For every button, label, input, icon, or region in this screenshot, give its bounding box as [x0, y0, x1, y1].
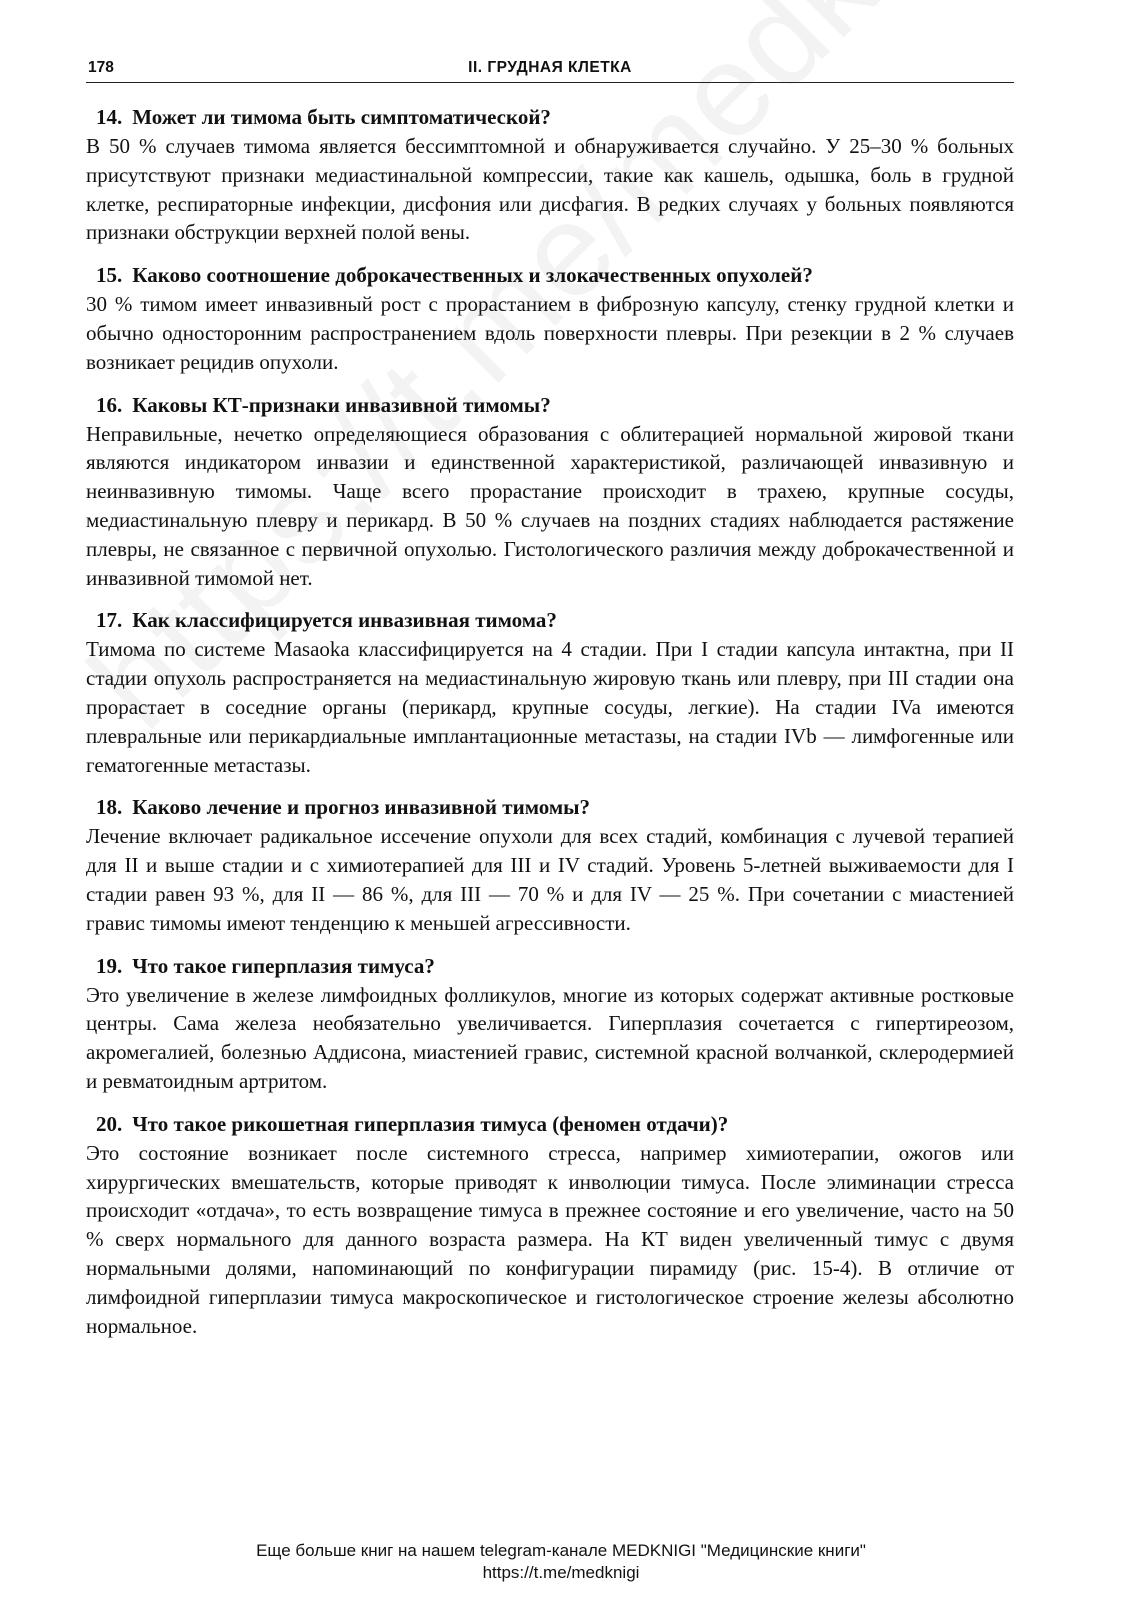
- answer-paragraph: В 50 % случаев тимома является бессимптомной и обнаруживается случайно. У 25–30 % больных присутствуют признаки медиастинальной компрессии, такие как кашель, одышка, боль в грудной клетке, респираторные инфекции, дисфония или дисфагия. В редких случаях у больных появляются признаки обструкции верхней полой вены.: [86, 134, 1014, 245]
- page-body: [86, 103, 1014, 1354]
- answer-paragraph: Это состояние возникает после системного стресса, например химиотерапии, ожогов или хирургических вмешательств, которые приводят к инволюции тимуса. После элиминации стресса происходит «отдача», то есть возвращение тимуса в прежнее состояние и его увеличение, часто на 50 % сверх нормального для данного возраста размера. На КТ виден увеличенный тимус с двумя нормальными долями, напоминающий по конфигурации пирамиду (рис. 15-4). В отличие от лимфоидной гиперплазии тимуса макроскопическое и гистологическое строение железы абсолютно нормальное.: [86, 1140, 1014, 1338]
- question-number: 18.: [96, 795, 123, 820]
- question-text: Что такое гиперплазия тимуса?: [132, 953, 435, 978]
- question-number: 19.: [96, 953, 123, 978]
- qa-item-15: [86, 261, 1014, 376]
- page-number: 178: [88, 59, 114, 76]
- question-heading: [86, 793, 1014, 822]
- question-heading: [86, 952, 1014, 981]
- question-heading: [86, 261, 1014, 290]
- question-text: Каковы КТ-признаки инвазивной тимомы?: [132, 392, 551, 417]
- question-text: Каково соотношение доброкачественных и злокачественных опухолей?: [132, 263, 813, 288]
- footer-link[interactable]: https://t.me/medknigi: [482, 1563, 640, 1582]
- question-text: Каково лечение и прогноз инвазивной тимомы?: [132, 795, 591, 820]
- question-heading: [86, 103, 1014, 132]
- question-number: 17.: [96, 608, 123, 633]
- question-heading: [86, 1110, 1014, 1139]
- section-title: II. ГРУДНАЯ КЛЕТКА: [468, 59, 632, 76]
- answer-paragraph: Это увеличение в железе лимфоидных фолликулов, многие из которых содержат активные ростковые центры. Сама железа необязательно увеличивается. Гиперплазия сочетается с гипертиреозом, акромегалией, болезнью Аддисона, миастенией гравис, системной красной волчанкой, склеродермией и ревматоидным артритом.: [86, 982, 1014, 1093]
- question-text: Может ли тимома быть симптоматической?: [132, 105, 551, 129]
- question-number: 16.: [96, 392, 123, 417]
- question-number: 15.: [96, 263, 123, 288]
- answer-paragraph: Неправильные, нечетко определяющиеся образования с облитерацией нормальной жировой ткани являются индикатором инвазии и единственной характеристикой, различающей инвазивную и неинвазивную тимомы. Чаще всего прорастание происходит в трахею, крупные сосуды, медиастинальную плевру и перикард. В 50 % случаев на поздних стадиях наблюдается растяжение плевры, не связанное с первичной опухолью. Гистологического различия между доброкачественной и инвазивной тимомой нет.: [86, 421, 1014, 590]
- footer-promo-text: Еще больше книг на нашем telegram-канале MEDKNIGI "Медицинские книги": [256, 1541, 866, 1560]
- question-heading: [86, 391, 1014, 420]
- qa-item-16: [86, 391, 1014, 593]
- qa-item-17: [86, 606, 1014, 779]
- answer-paragraph: Лечение включает радикальное иссечение опухоли для всех стадий, комбинация с лучевой терапией для II и выше стадии и с химиотерапией для III и IV стадий. Уровень 5-летней выживаемости для I стадии равен 93 %, для II — 86 %, для III — 70 % и для IV — 25 %. При сочетании с миастенией гравис тимомы имеют тенденцию к меньшей агрессивности.: [86, 824, 1014, 935]
- qa-item-14: [86, 103, 1014, 247]
- running-head: [86, 56, 1014, 83]
- answer-paragraph: 30 % тимом имеет инвазивный рост с прорастанием в фиброзную капсулу, стенку грудной клетки и обычно односторонним распространением вдоль поверхности плевры. При резекции в 2 % случаев возникает рецидив опухоли.: [86, 292, 1014, 374]
- qa-item-19: [86, 952, 1014, 1096]
- question-heading: [86, 606, 1014, 635]
- question-text: Что такое рикошетная гиперплазия тимуса (феномен отдачи)?: [132, 1111, 729, 1136]
- qa-item-20: [86, 1110, 1014, 1341]
- answer-paragraph: Тимома по системе Masaoka классифицируется на 4 стадии. При I стадии капсула интактна, при II стадии опухоль распространяется на медиастинальную жировую ткань или плевру, при III стадии она прорастает в соседние органы (перикард, крупные сосуды, легкие). На стадии IVa имеются плевральные или перикардиальные имплантационные метастазы, на стадии IVb — лимфогенные или гематогенные метастазы.: [86, 637, 1014, 777]
- qa-item-18: [86, 793, 1014, 937]
- footer-promo: [0, 1540, 1122, 1584]
- question-number: 20.: [96, 1111, 123, 1136]
- question-text: Как классифицируется инвазивная тимома?: [132, 608, 557, 633]
- question-number: 14.: [96, 105, 123, 129]
